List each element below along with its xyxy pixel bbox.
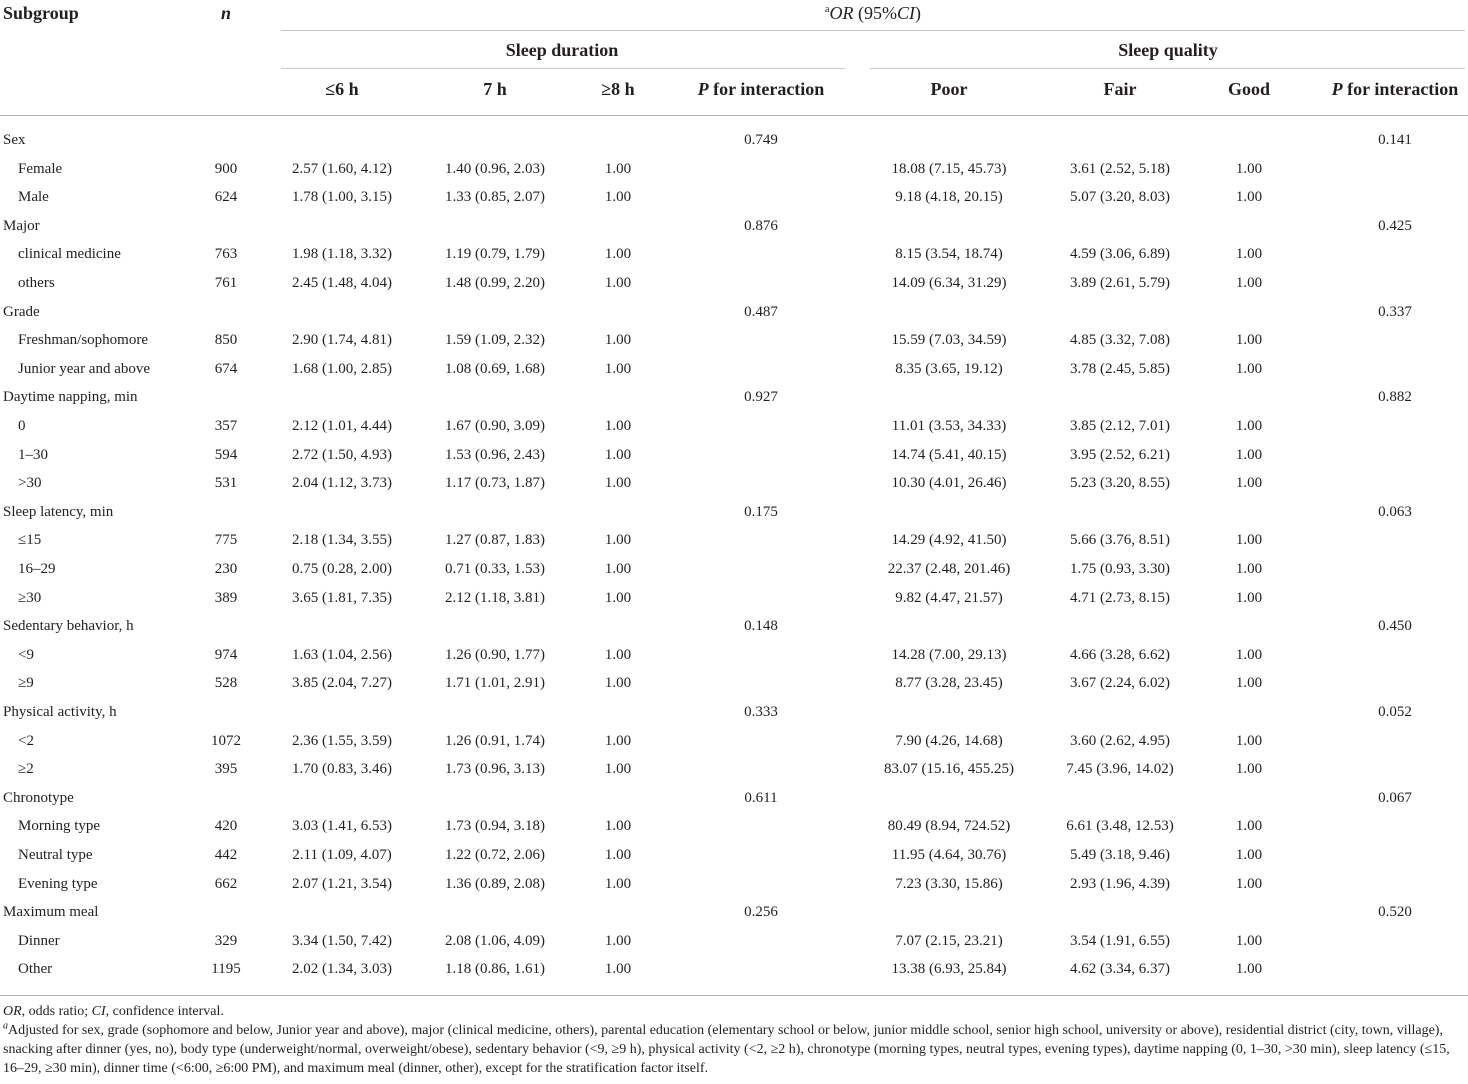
cell-p-quality: 0.067 (1378, 790, 1412, 806)
cell-p-duration: 0.487 (744, 304, 778, 320)
cell-quality-poor: 14.74 (5.41, 40.15) (891, 447, 1007, 463)
group-label: Sex (3, 132, 26, 148)
cell-sleep-7h: 1.26 (0.91, 1.74) (445, 733, 545, 749)
group-label: Sedentary behavior, h (3, 618, 134, 634)
cell-quality-poor: 8.77 (3.28, 23.45) (895, 675, 1003, 691)
cell-n: 761 (214, 275, 238, 291)
cell-sleep-7h: 1.17 (0.73, 1.87) (445, 475, 545, 491)
cell-quality-fair: 5.07 (3.20, 8.03) (1070, 189, 1170, 205)
header-rule-quality (870, 68, 1465, 69)
footnote-or: OR (3, 1004, 22, 1019)
group-label: Maximum meal (3, 904, 99, 920)
footnote-abbreviations (3, 1002, 1465, 1021)
cell-quality-poor: 14.28 (7.00, 29.13) (891, 647, 1007, 663)
cell-quality-fair: 5.49 (3.18, 9.46) (1070, 847, 1170, 863)
cell-n: 395 (214, 761, 238, 777)
subgroup-label: Evening type (18, 876, 98, 892)
footnote-ci-text: , confidence interval. (105, 1004, 224, 1019)
cell-quality-fair: 4.59 (3.06, 6.89) (1070, 246, 1170, 262)
cell-sleep-le6h: 3.34 (1.50, 7.42) (292, 933, 392, 949)
header-col-p2 (1332, 78, 1459, 100)
cell-quality-poor: 7.07 (2.15, 23.21) (895, 933, 1003, 949)
group-label: Sleep latency, min (3, 504, 114, 520)
header-or (825, 2, 921, 24)
group-label: Major (3, 218, 40, 234)
cell-p-duration: 0.876 (744, 218, 778, 234)
cell-n: 974 (214, 647, 238, 663)
subgroup-label: ≤15 (18, 532, 42, 548)
cell-sleep-7h: 2.08 (1.06, 4.09) (445, 933, 545, 949)
cell-n: 775 (214, 532, 238, 548)
cell-n: 1072 (211, 733, 241, 749)
subgroup-label: Junior year and above (18, 361, 151, 377)
cell-sleep-ge8h: 1.00 (604, 475, 632, 491)
cell-quality-good: 1.00 (1235, 761, 1263, 777)
cell-sleep-le6h: 1.68 (1.00, 2.85) (292, 361, 392, 377)
cell-p-duration: 0.175 (744, 504, 778, 520)
cell-quality-good: 1.00 (1235, 876, 1263, 892)
cell-quality-poor: 15.59 (7.03, 34.59) (891, 332, 1007, 348)
cell-sleep-ge8h: 1.00 (604, 561, 632, 577)
cell-n: 763 (214, 246, 238, 262)
cell-sleep-ge8h: 1.00 (604, 933, 632, 949)
cell-sleep-le6h: 0.75 (0.28, 2.00) (292, 561, 392, 577)
group-label: Chronotype (3, 790, 74, 806)
subgroup-label: clinical medicine (18, 246, 121, 262)
cell-quality-poor: 11.95 (4.64, 30.76) (891, 847, 1007, 863)
cell-quality-fair: 1.75 (0.93, 3.30) (1070, 561, 1170, 577)
cell-p-quality: 0.882 (1378, 389, 1412, 405)
subgroup-label: 1–30 (18, 447, 48, 463)
cell-quality-fair: 2.93 (1.96, 4.39) (1070, 876, 1170, 892)
subgroup-label: Neutral type (18, 847, 93, 863)
cell-sleep-7h: 1.73 (0.96, 3.13) (445, 761, 545, 777)
cell-quality-fair: 3.85 (2.12, 7.01) (1070, 418, 1170, 434)
group-label: Physical activity, h (3, 704, 117, 720)
cell-sleep-le6h: 2.36 (1.55, 3.59) (292, 733, 392, 749)
subgroup-label: 16–29 (18, 561, 56, 577)
cell-quality-poor: 7.23 (3.30, 15.86) (895, 876, 1003, 892)
header-bottom-rule (0, 115, 1468, 116)
cell-sleep-le6h: 1.78 (1.00, 3.15) (292, 189, 392, 205)
cell-p-duration: 0.611 (744, 790, 778, 806)
cell-sleep-7h: 0.71 (0.33, 1.53) (445, 561, 545, 577)
subgroup-label: Female (18, 161, 63, 177)
header-p2-italic: P (1331, 79, 1343, 99)
cell-quality-fair: 7.45 (3.96, 14.02) (1066, 761, 1174, 777)
header-col-q3: Good (1227, 79, 1271, 99)
cell-sleep-ge8h: 1.00 (604, 161, 632, 177)
footnote-adjustment (3, 1021, 1465, 1078)
cell-quality-good: 1.00 (1235, 647, 1263, 663)
cell-quality-poor: 80.49 (8.94, 724.52) (887, 818, 1011, 834)
cell-sleep-ge8h: 1.00 (604, 590, 632, 606)
cell-sleep-le6h: 2.11 (1.09, 4.07) (292, 847, 392, 863)
cell-p-duration: 0.333 (744, 704, 778, 720)
cell-p-duration: 0.749 (744, 132, 778, 148)
cell-sleep-le6h: 2.12 (1.01, 4.44) (292, 418, 392, 434)
cell-quality-poor: 14.29 (4.92, 41.50) (891, 532, 1007, 548)
header-rule-duration (281, 68, 845, 69)
cell-sleep-ge8h: 1.00 (604, 189, 632, 205)
cell-sleep-ge8h: 1.00 (604, 418, 632, 434)
cell-sleep-le6h: 2.04 (1.12, 3.73) (292, 475, 392, 491)
cell-sleep-ge8h: 1.00 (604, 246, 632, 262)
header-col-q2: Fair (1103, 79, 1137, 99)
cell-quality-good: 1.00 (1235, 189, 1263, 205)
cell-sleep-le6h: 3.85 (2.04, 7.27) (292, 675, 392, 691)
cell-sleep-ge8h: 1.00 (604, 818, 632, 834)
cell-quality-fair: 3.60 (2.62, 4.95) (1070, 733, 1170, 749)
cell-quality-poor: 10.30 (4.01, 26.46) (891, 475, 1007, 491)
cell-sleep-le6h: 1.70 (0.83, 3.46) (292, 761, 392, 777)
subgroup-label: Other (18, 961, 53, 977)
cell-quality-fair: 5.23 (3.20, 8.55) (1070, 475, 1170, 491)
cell-quality-good: 1.00 (1235, 275, 1263, 291)
cell-p-quality: 0.520 (1378, 904, 1412, 920)
cell-sleep-7h: 1.27 (0.87, 1.83) (445, 532, 545, 548)
cell-p-duration: 0.927 (744, 389, 778, 405)
cell-sleep-le6h: 3.65 (1.81, 7.35) (292, 590, 392, 606)
cell-sleep-7h: 1.48 (0.99, 2.20) (445, 275, 545, 291)
cell-sleep-ge8h: 1.00 (604, 733, 632, 749)
cell-sleep-le6h: 2.45 (1.48, 4.04) (292, 275, 392, 291)
cell-sleep-ge8h: 1.00 (604, 532, 632, 548)
cell-quality-poor: 18.08 (7.15, 45.73) (891, 161, 1007, 177)
cell-sleep-7h: 1.71 (1.01, 2.91) (445, 675, 545, 691)
cell-quality-fair: 4.71 (2.73, 8.15) (1070, 590, 1170, 606)
cell-quality-fair: 4.62 (3.34, 6.37) (1070, 961, 1170, 977)
cell-sleep-le6h: 2.90 (1.74, 4.81) (292, 332, 392, 348)
subgroup-label: Male (18, 189, 49, 205)
cell-sleep-ge8h: 1.00 (604, 876, 632, 892)
cell-quality-poor: 9.82 (4.47, 21.57) (895, 590, 1003, 606)
cell-sleep-7h: 1.33 (0.85, 2.07) (445, 189, 545, 205)
cell-quality-poor: 83.07 (15.16, 455.25) (884, 761, 1014, 777)
header-rule-or (281, 30, 1465, 31)
header-or-rest: (95% (853, 3, 897, 23)
cell-quality-poor: 7.90 (4.26, 14.68) (895, 733, 1003, 749)
cell-n: 624 (214, 189, 238, 205)
header-p1-italic: P (697, 79, 709, 99)
cell-sleep-7h: 2.12 (1.18, 3.81) (445, 590, 545, 606)
cell-sleep-ge8h: 1.00 (604, 961, 632, 977)
cell-sleep-ge8h: 1.00 (604, 447, 632, 463)
cell-p-quality: 0.063 (1378, 504, 1412, 520)
cell-quality-good: 1.00 (1235, 733, 1263, 749)
cell-sleep-ge8h: 1.00 (604, 847, 632, 863)
cell-n: 531 (214, 475, 238, 491)
cell-quality-fair: 3.67 (2.24, 6.02) (1070, 675, 1170, 691)
cell-quality-good: 1.00 (1235, 847, 1263, 863)
cell-sleep-7h: 1.59 (1.09, 2.32) (445, 332, 545, 348)
cell-quality-good: 1.00 (1235, 332, 1263, 348)
header-or-close: ) (914, 3, 921, 23)
cell-sleep-ge8h: 1.00 (604, 361, 632, 377)
cell-sleep-7h: 1.53 (0.96, 2.43) (445, 447, 545, 463)
cell-sleep-7h: 1.22 (0.72, 2.06) (445, 847, 545, 863)
cell-sleep-le6h: 1.98 (1.18, 3.32) (292, 246, 392, 262)
cell-quality-good: 1.00 (1235, 675, 1263, 691)
cell-quality-good: 1.00 (1235, 447, 1263, 463)
cell-quality-fair: 3.95 (2.52, 6.21) (1070, 447, 1170, 463)
cell-n: 389 (214, 590, 238, 606)
cell-quality-fair: 5.66 (3.76, 8.51) (1070, 532, 1170, 548)
cell-quality-good: 1.00 (1235, 961, 1263, 977)
cell-sleep-le6h: 2.07 (1.21, 3.54) (292, 876, 392, 892)
cell-n: 230 (214, 561, 238, 577)
cell-n: 850 (214, 332, 238, 348)
cell-sleep-le6h: 3.03 (1.41, 6.53) (292, 818, 392, 834)
cell-quality-poor: 9.18 (4.18, 20.15) (895, 189, 1003, 205)
cell-quality-good: 1.00 (1235, 418, 1263, 434)
subgroup-label: >30 (18, 475, 42, 491)
header-p1-rest: for interaction (708, 79, 825, 99)
cell-sleep-7h: 1.40 (0.96, 2.03) (445, 161, 545, 177)
cell-n: 329 (214, 933, 238, 949)
cell-quality-good: 1.00 (1235, 532, 1263, 548)
cell-quality-poor: 13.38 (6.93, 25.84) (891, 961, 1007, 977)
cell-p-duration: 0.256 (744, 904, 778, 920)
cell-p-quality: 0.052 (1378, 704, 1412, 720)
cell-sleep-le6h: 2.72 (1.50, 4.93) (292, 447, 392, 463)
cell-quality-fair: 3.89 (2.61, 5.79) (1070, 275, 1170, 291)
cell-quality-good: 1.00 (1235, 361, 1263, 377)
cell-p-quality: 0.337 (1378, 304, 1412, 320)
cell-quality-fair: 6.61 (3.48, 12.53) (1066, 818, 1174, 834)
cell-n: 1195 (211, 961, 241, 977)
cell-quality-fair: 4.66 (3.28, 6.62) (1070, 647, 1170, 663)
header-col-p1 (698, 78, 825, 100)
cell-quality-good: 1.00 (1235, 246, 1263, 262)
cell-sleep-7h: 1.36 (0.89, 2.08) (445, 876, 545, 892)
subgroup-label: Dinner (18, 933, 60, 949)
cell-sleep-ge8h: 1.00 (604, 275, 632, 291)
subgroup-label: others (18, 275, 55, 291)
header-or-main: OR (829, 3, 854, 23)
cell-quality-fair: 4.85 (3.32, 7.08) (1070, 332, 1170, 348)
cell-sleep-ge8h: 1.00 (604, 761, 632, 777)
cell-quality-poor: 8.35 (3.65, 19.12) (895, 361, 1003, 377)
cell-sleep-7h: 1.73 (0.94, 3.18) (445, 818, 545, 834)
cell-p-quality: 0.425 (1378, 218, 1412, 234)
subgroup-label: ≥2 (18, 761, 34, 777)
header-subgroup: Subgroup (3, 3, 79, 23)
cell-n: 420 (214, 818, 238, 834)
header-p2-rest: for interaction (1342, 79, 1459, 99)
subgroup-label: Morning type (18, 818, 101, 834)
header-col-d1: ≤6 h (325, 79, 359, 99)
cell-quality-good: 1.00 (1235, 818, 1263, 834)
cell-n: 442 (214, 847, 238, 863)
cell-quality-poor: 8.15 (3.54, 18.74) (895, 246, 1003, 262)
cell-quality-poor: 22.37 (2.48, 201.46) (887, 561, 1011, 577)
cell-quality-good: 1.00 (1235, 161, 1263, 177)
cell-sleep-le6h: 2.02 (1.34, 3.03) (292, 961, 392, 977)
subgroup-label: ≥9 (18, 675, 34, 691)
cell-sleep-ge8h: 1.00 (604, 647, 632, 663)
cell-n: 594 (214, 447, 238, 463)
cell-sleep-ge8h: 1.00 (604, 675, 632, 691)
group-label: Daytime napping, min (3, 389, 138, 405)
cell-quality-fair: 3.54 (1.91, 6.55) (1070, 933, 1170, 949)
footnote-or-text: , odds ratio; (21, 1004, 92, 1019)
cell-quality-good: 1.00 (1235, 561, 1263, 577)
cell-n: 900 (214, 161, 238, 177)
header-or-sup: a (825, 4, 830, 15)
cell-n: 357 (214, 418, 238, 434)
cell-n: 662 (214, 876, 238, 892)
cell-quality-fair: 3.78 (2.45, 5.85) (1070, 361, 1170, 377)
header-col-d3: ≥8 h (601, 79, 635, 99)
cell-sleep-ge8h: 1.00 (604, 332, 632, 348)
cell-p-quality: 0.450 (1378, 618, 1412, 634)
subgroup-label: Freshman/sophomore (18, 332, 148, 348)
table-footnotes (3, 1002, 1465, 1078)
cell-sleep-7h: 1.08 (0.69, 1.68) (445, 361, 545, 377)
footnote-adjust-sup: a (3, 1020, 8, 1032)
subgroup-label: <9 (18, 647, 34, 663)
header-n: n (220, 3, 232, 23)
cell-sleep-7h: 1.18 (0.86, 1.61) (445, 961, 545, 977)
header-or-ci: CI (896, 3, 915, 23)
group-label: Grade (3, 304, 40, 320)
cell-p-quality: 0.141 (1378, 132, 1412, 148)
header-sleep-duration: Sleep duration (505, 40, 619, 60)
cell-p-duration: 0.148 (744, 618, 778, 634)
header-sleep-quality: Sleep quality (1118, 40, 1218, 60)
header-col-q1: Poor (930, 79, 968, 99)
cell-n: 674 (214, 361, 238, 377)
subgroup-label: 0 (18, 418, 26, 434)
subgroup-label: ≥30 (18, 590, 42, 606)
cell-sleep-le6h: 1.63 (1.04, 2.56) (292, 647, 392, 663)
footnote-adjust-text: Adjusted for sex, grade (sophomore and below, Junior year and above), major (clinical medicine, others), parental education (elementary school or below, junior middle school, senior high school, university or above), residential district (city, town, village), snacking after dinner (yes, no), body type (underweight/normal, overweight/obese), sedentary behavior (<9, ≥9 h), physical activity (<2, ≥2 h), chronotype (morning types, neutral types, evening types), daytime napping (0, 1–30, >30 min), sleep latency (≤15, 16–29, ≥30 min), dinner time (<6:00, ≥6:00 PM), and maximum meal (dinner, other), except for the stratification factor itself. (3, 1023, 1450, 1076)
cell-sleep-le6h: 2.57 (1.60, 4.12) (292, 161, 392, 177)
cell-quality-poor: 11.01 (3.53, 34.33) (891, 418, 1007, 434)
table-bottom-rule (0, 995, 1468, 996)
cell-quality-poor: 14.09 (6.34, 31.29) (891, 275, 1007, 291)
cell-sleep-le6h: 2.18 (1.34, 3.55) (292, 532, 392, 548)
cell-sleep-7h: 1.67 (0.90, 3.09) (445, 418, 545, 434)
cell-n: 528 (214, 675, 238, 691)
cell-quality-good: 1.00 (1235, 475, 1263, 491)
cell-quality-fair: 3.61 (2.52, 5.18) (1070, 161, 1170, 177)
header-col-d2: 7 h (483, 79, 507, 99)
subgroup-label: <2 (18, 733, 34, 749)
cell-sleep-7h: 1.26 (0.90, 1.77) (445, 647, 545, 663)
cell-sleep-7h: 1.19 (0.79, 1.79) (445, 246, 545, 262)
cell-quality-good: 1.00 (1235, 590, 1263, 606)
footnote-ci: CI (91, 1004, 106, 1019)
cell-quality-good: 1.00 (1235, 933, 1263, 949)
